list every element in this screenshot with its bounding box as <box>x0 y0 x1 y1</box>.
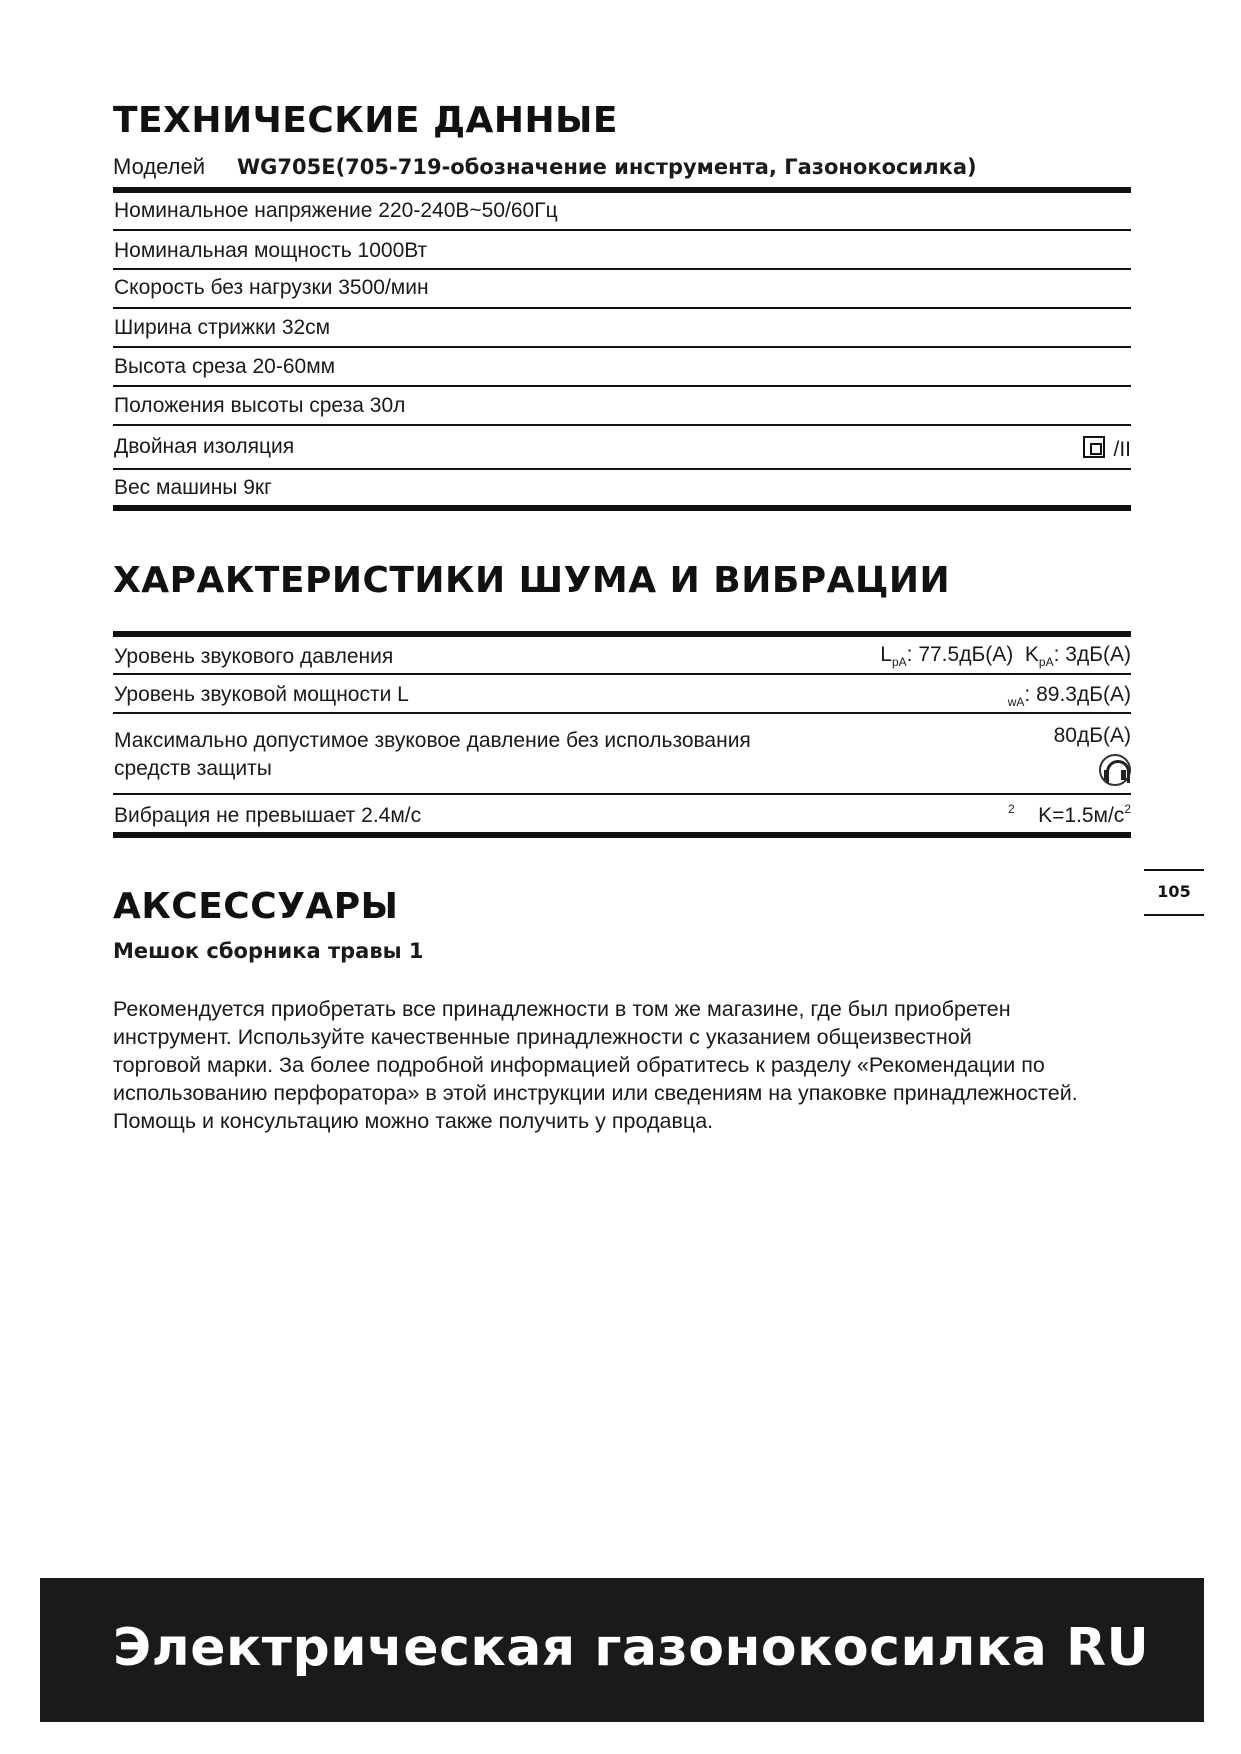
tech-row-text: Скорость без нагрузки 3500/мин <box>114 276 429 299</box>
tech-row-text: Высота среза 20-60мм <box>114 355 336 378</box>
kpa-subscript: pA <box>1038 655 1054 669</box>
kpa-symbol: K <box>1024 643 1039 666</box>
paragraph-line: инструмент. Используйте качественные принадлежности с указанием общеизвестной <box>113 1025 972 1049</box>
page-number: 105 <box>1157 882 1191 901</box>
tech-row-voltage <box>113 193 1131 233</box>
tech-row-height <box>113 348 1131 388</box>
kpa-value: : 3дБ(A) <box>1053 643 1131 666</box>
paragraph-line: Помощь и консультацию можно также получить у продавца. <box>113 1109 714 1133</box>
tech-row-text: Номинальное напряжение 220-240В~50/60Гц <box>114 199 558 222</box>
insulation-class: /II <box>1113 438 1131 461</box>
noise-row-max-pressure <box>113 715 1131 797</box>
tech-row-power <box>113 231 1131 271</box>
tech-row-speed <box>113 270 1131 310</box>
lwa-subscript: wA <box>1007 695 1025 709</box>
tech-row-weight <box>113 470 1131 506</box>
paragraph-line: торговой марки. За более подробной информацией обратитесь к разделу «Рекомендации по <box>113 1053 1045 1077</box>
model-line <box>113 154 977 180</box>
max-pressure-value: 80дБ(A) <box>1053 724 1131 747</box>
lwa-value: : 89.3дБ(A) <box>1024 683 1131 706</box>
footer-banner <box>40 1578 1204 1722</box>
lpa-value: : 77.5дБ(A) <box>906 643 1014 666</box>
accessory-item: Мешок сборника травы 1 <box>113 939 424 963</box>
double-insulation-icon <box>1083 436 1105 458</box>
noise-row-label-line2: средств защиты <box>114 757 272 780</box>
noise-pressure-values <box>880 643 1131 669</box>
tech-row-text: Номинальная мощность 1000Вт <box>114 239 428 262</box>
model-value: WG705E(705-719-обозначение инструмента, Газонокосилка) <box>237 155 977 179</box>
tech-row-positions <box>113 387 1131 427</box>
row-divider <box>113 673 1131 675</box>
footer-title: Электрическая газонокосилка RU <box>113 1618 1150 1678</box>
noise-row-power <box>113 676 1131 716</box>
noise-power-values <box>1008 683 1131 709</box>
tech-section-title: ТЕХНИЧЕСКИЕ ДАННЫЕ <box>113 100 619 141</box>
model-label: Моделей <box>113 154 206 179</box>
lpa-symbol: L <box>880 643 892 666</box>
noise-section-title: ХАРАКТЕРИСТИКИ ШУМА И ВИБРАЦИИ <box>113 560 951 601</box>
tech-row-text: Двойная изоляция <box>114 435 295 458</box>
accessories-paragraph <box>113 995 1143 1135</box>
noise-row-label: Уровень звуковой мощности L <box>114 683 409 706</box>
tech-bottom-rule <box>113 505 1131 511</box>
accessories-section-title: АКСЕССУАРЫ <box>113 886 399 927</box>
tech-row-text: Ширина стрижки 32см <box>114 316 331 339</box>
noise-row-label: Вибрация не превышает 2.4м/с <box>114 804 422 827</box>
vibration-values <box>1008 802 1131 828</box>
tech-row-text: Положения высоты среза 30л <box>114 394 406 417</box>
paragraph-line: Рекомендуется приобретать все принадлежности в том же магазине, где был приобретен <box>113 997 1011 1021</box>
tech-row-width <box>113 309 1131 349</box>
noise-row-label-line1: Максимально допустимое звуковое давление без использования <box>114 729 751 752</box>
vibration-unit-sup: 2 <box>1008 802 1015 816</box>
noise-row-pressure <box>113 637 1131 677</box>
tech-row-insulation <box>113 426 1131 472</box>
noise-row-label: Уровень звукового давления <box>114 645 394 668</box>
noise-row-vibration <box>113 795 1131 833</box>
row-divider <box>113 712 1131 714</box>
vibration-k-sup: 2 <box>1124 802 1131 816</box>
page-number-box <box>1144 869 1204 916</box>
paragraph-line: использованию перфоратора» в этой инструкции или сведениям на упаковке принадлежностей. <box>113 1081 1078 1105</box>
tech-row-text: Вес машины 9кг <box>114 476 272 499</box>
vibration-k-value: K=1.5м/с <box>1038 804 1125 827</box>
noise-bottom-rule <box>113 832 1131 838</box>
ear-protection-icon <box>1099 754 1131 786</box>
lpa-subscript: pA <box>891 655 907 669</box>
